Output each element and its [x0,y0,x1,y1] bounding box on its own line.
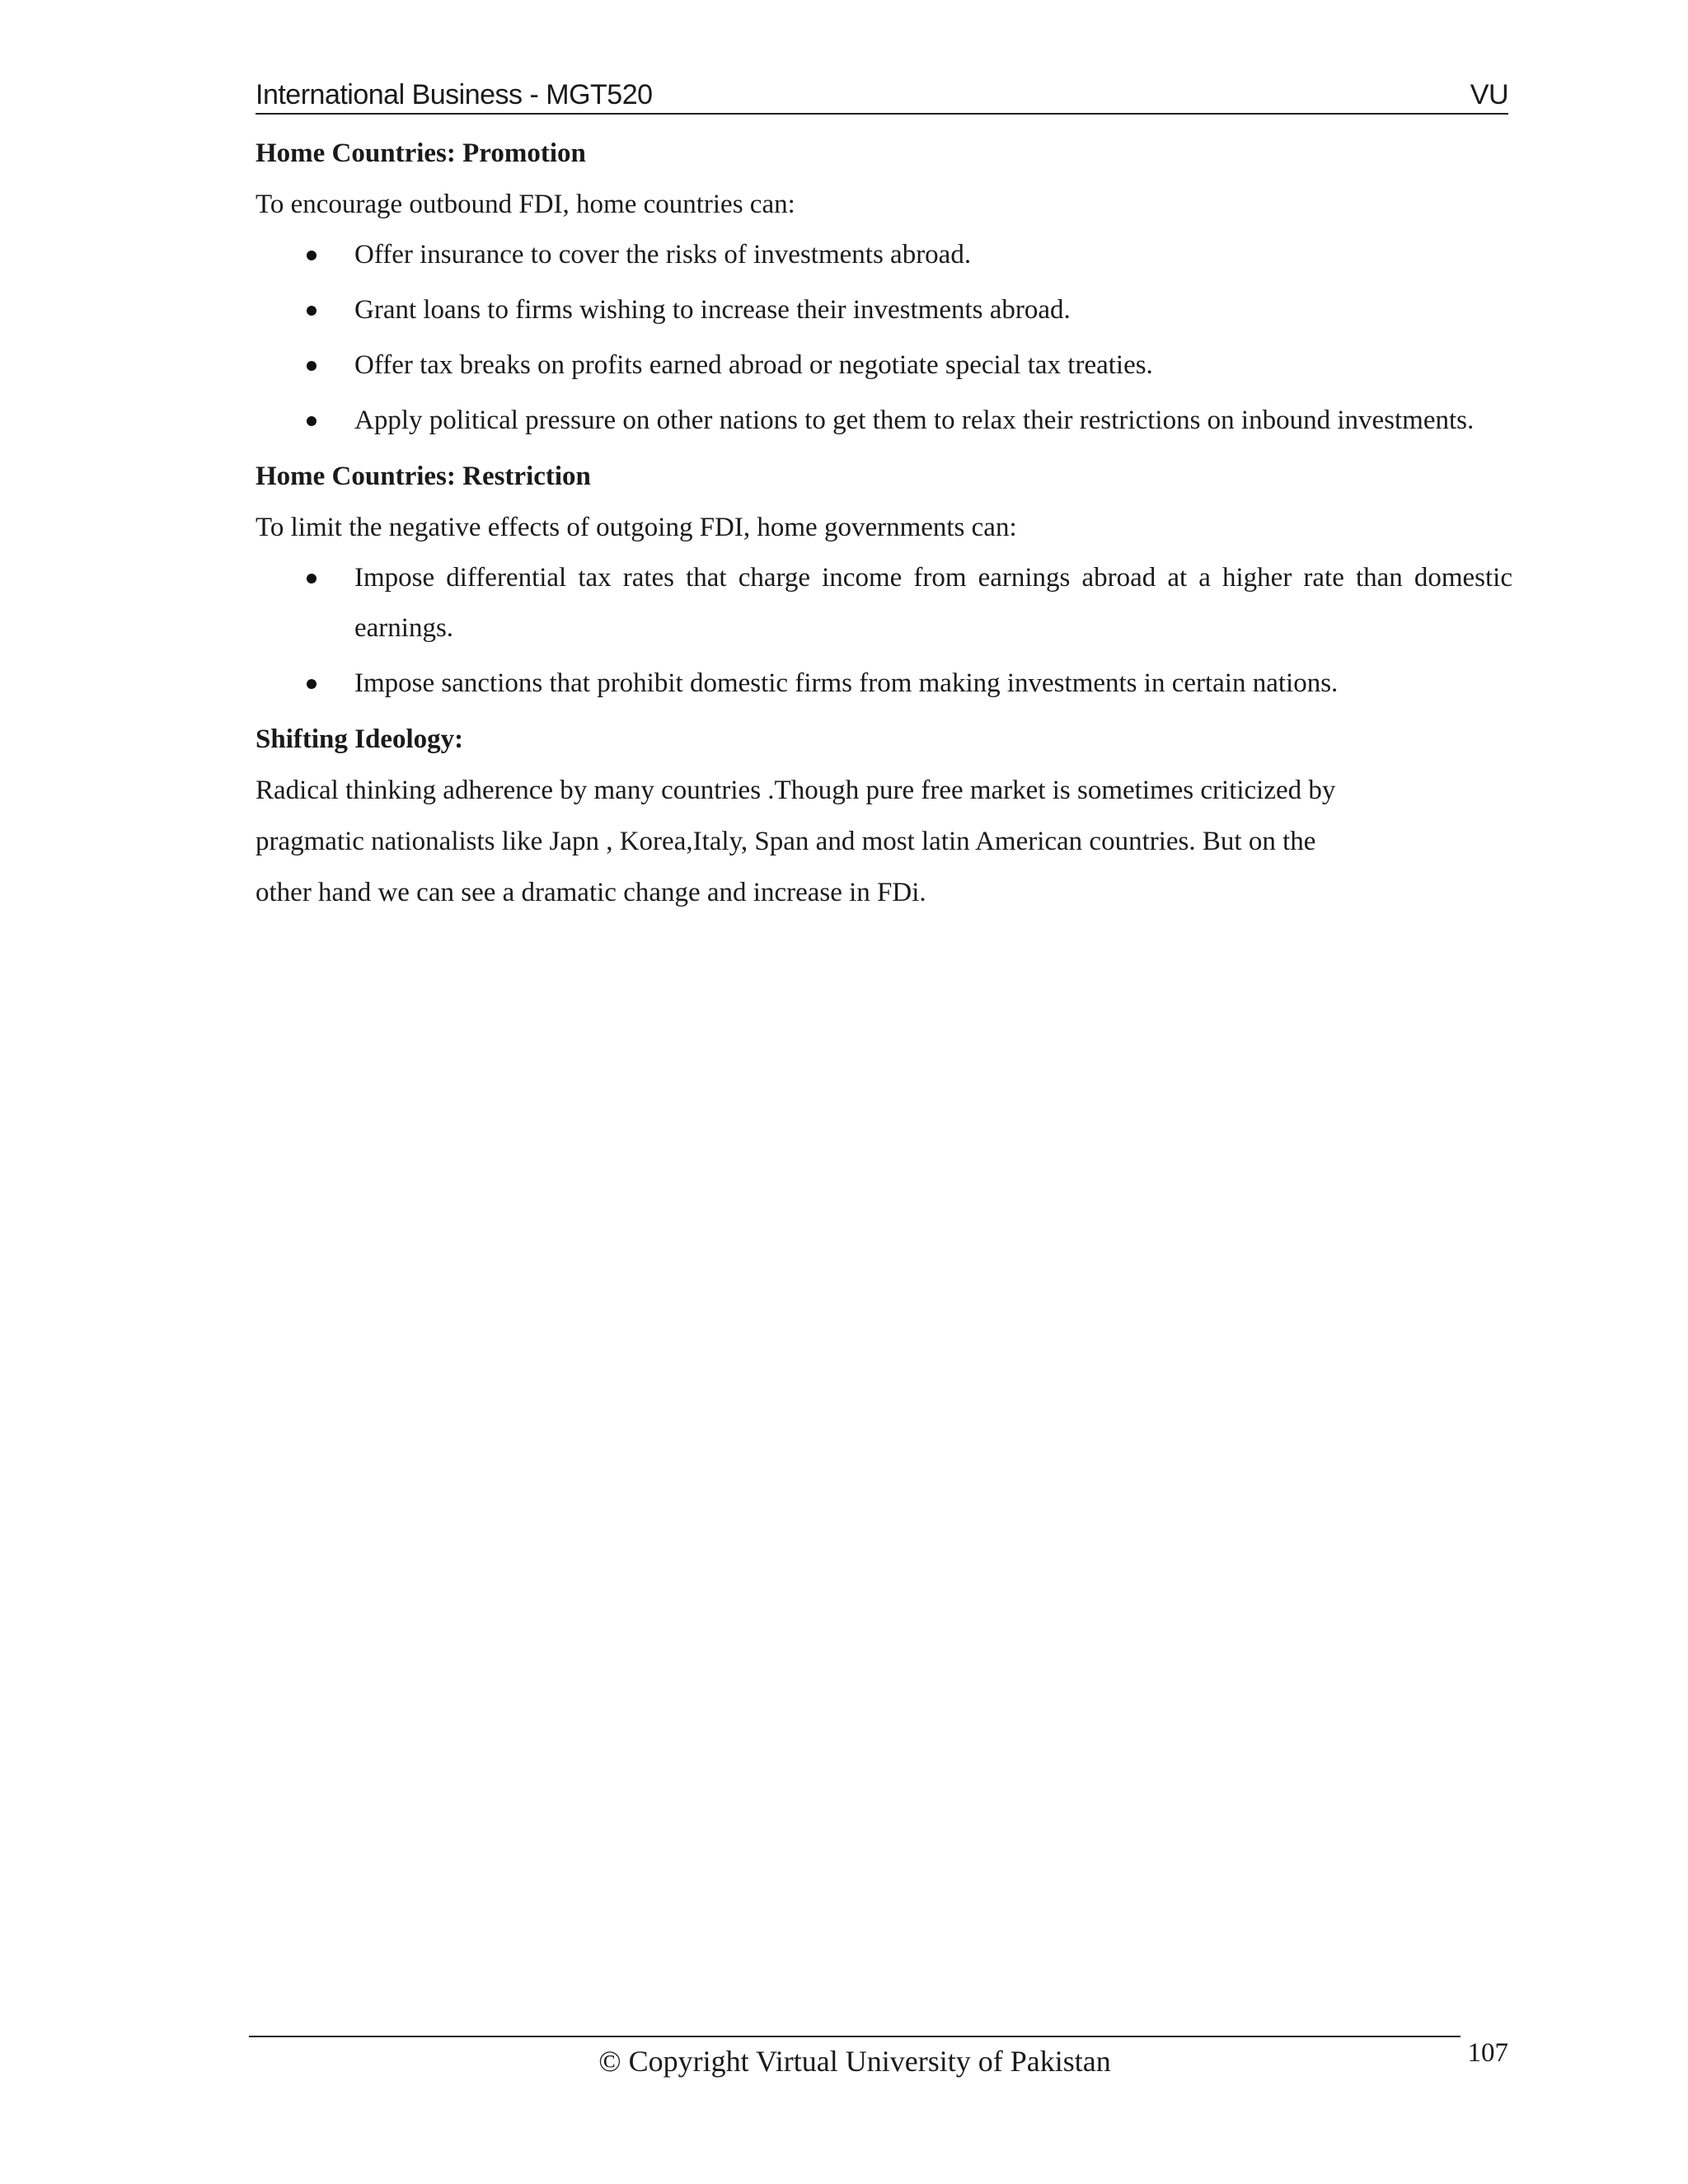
list-item-text: Offer tax breaks on profits earned abroad or negotiate special tax treaties. [354,350,1153,380]
ideology-line: pragmatic nationalists like Japn , Korea,Italy, Span and most latin American countries. But on the [256,827,1316,856]
bullet-icon [307,361,316,371]
list-item-text: Offer insurance to cover the risks of investments abroad. [354,240,972,269]
list-item [256,396,1512,446]
section-heading-restriction: Home Countries: Restriction [256,462,591,491]
list-item-text: Apply political pressure on other nations to get them to relax their restrictions on inbound investments. [354,405,1475,435]
list-item [256,340,1512,391]
section-intro-promotion: To encourage outbound FDI, home countries can: [256,190,795,219]
list-item-text: Grant loans to firms wishing to increase their investments abroad. [354,295,1071,325]
ideology-line: Radical thinking adherence by many countries .Though pure free market is sometimes criticized by [256,776,1336,805]
list-item [256,553,1512,654]
bullet-icon [307,251,316,260]
page-number: 107 [1467,2038,1508,2068]
course-title: International Business - MGT520 [256,79,653,110]
copyright-notice: © Copyright Virtual University of Pakistan [598,2045,1111,2078]
bullet-icon [307,679,316,689]
bullet-icon [307,416,316,426]
list-item-text: Impose sanctions that prohibit domestic firms from making investments in certain nations. [354,668,1339,698]
list-item [256,285,1512,335]
page-content [256,128,1512,918]
ideology-line: other hand we can see a dramatic change and increase in FDi. [256,878,926,907]
bullet-icon [307,306,316,316]
page-header [256,77,1508,115]
section-heading-promotion: Home Countries: Promotion [256,138,586,168]
footer-divider [249,2036,1461,2037]
section-heading-ideology: Shifting Ideology: [256,724,464,754]
list-item-text: Impose differential tax rates that charge income from earnings abroad at a higher rate than domestic earnings. [354,563,1512,643]
bullet-icon [307,574,316,583]
promotion-list [256,230,1512,446]
institution-abbrev: VU [1470,79,1508,110]
list-item [256,230,1512,280]
section-intro-restriction: To limit the negative effects of outgoing FDI, home governments can: [256,513,1017,542]
restriction-list [256,553,1512,709]
list-item [256,658,1512,709]
